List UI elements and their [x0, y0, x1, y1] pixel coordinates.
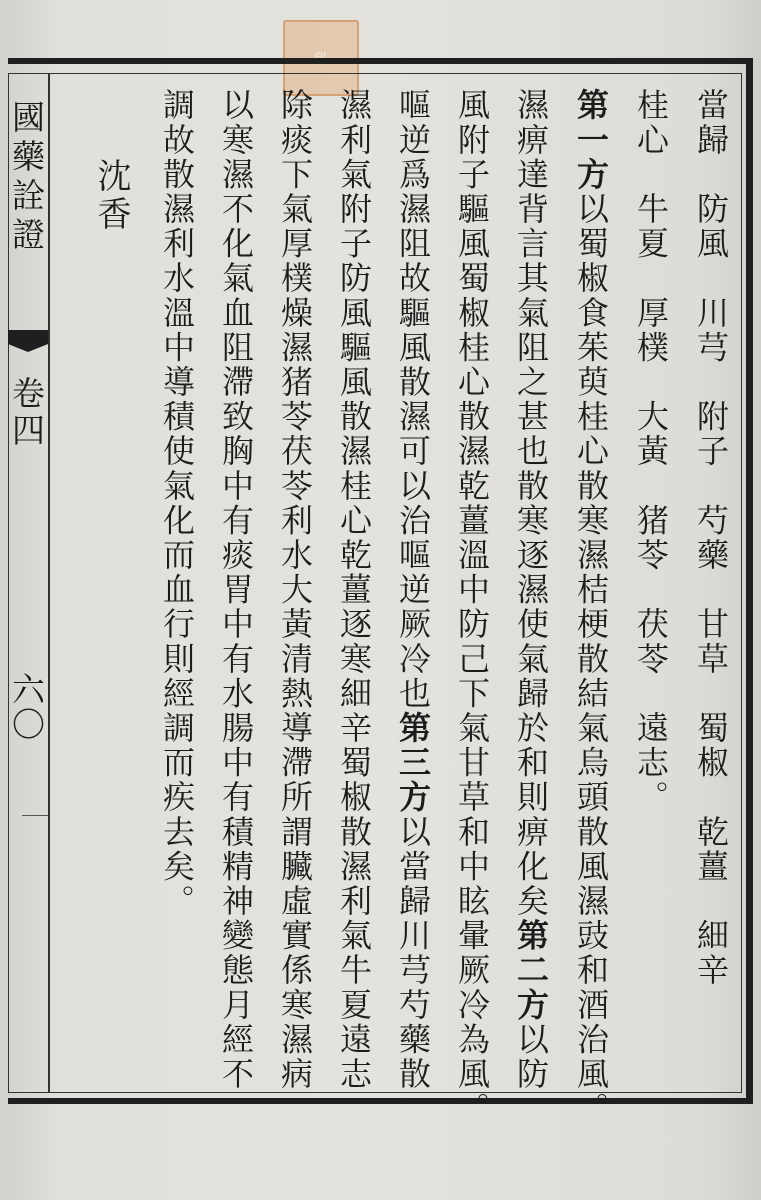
volume-label: 卷四 [7, 376, 46, 450]
text-segment: 以防 [512, 1022, 550, 1092]
text-column [272, 88, 318, 1091]
text-segment: 沈香 [91, 158, 131, 234]
text-segment: 調故散濕利水溫中導積使氣化而血行則經調而疾去矣。 [158, 88, 196, 919]
text-segment: 以寒濕不化氣血阻滯致胸中有痰胃中有水腸中有積精神變態月經不 [217, 88, 255, 1092]
text-column [449, 88, 495, 1126]
text-segment: 以蜀椒食茱萸桂心散寒濕桔梗散結氣烏頭散風濕豉和酒治風。 [572, 191, 610, 1127]
text-column [390, 88, 436, 1091]
formula-heading: 第三方 [394, 710, 432, 815]
text-segment: 嘔逆爲濕阻故驅風散濕可以治嘔逆厥冷也 [394, 88, 432, 711]
text-column [88, 158, 134, 234]
text-segment: 以當歸川芎芍藥散 [394, 814, 432, 1092]
text-column [568, 88, 614, 1126]
formula-heading: 第一方 [572, 88, 610, 192]
text-column [688, 88, 734, 988]
gutter-rule [22, 815, 48, 816]
text-column [628, 88, 674, 815]
text-column [154, 88, 200, 918]
formula-heading: 第二方 [512, 918, 550, 1023]
library-seal: 印 [283, 20, 359, 96]
page-number: 六〇 [7, 672, 46, 742]
text-segment: 當歸 防風 川芎 附子 芍藥 甘草 蜀椒 乾薑 細辛 [692, 88, 730, 988]
gutter-divider [48, 74, 50, 1092]
text-segment: 除痰下氣厚樸燥濕猪苓茯苓利水大黃清熱導滯所謂臟虛實係寒濕病 [276, 88, 314, 1092]
text-segment: 桂心 牛夏 厚樸 大黃 猪苓 茯苓 遠志。 [632, 88, 670, 815]
text-segment: 風附子驅風蜀椒桂心散濕乾薑溫中防己下氣甘草和中眩暈厥冷為風。 [453, 88, 491, 1126]
text-column [331, 88, 377, 1091]
main-text [60, 88, 730, 1127]
book-title: 國藥詮證 [7, 100, 46, 256]
text-segment: 濕痹達背言其氣阻之甚也散寒逐濕使氣歸於和則痹化矣 [512, 88, 550, 919]
fish-tail-mark [8, 322, 48, 366]
text-column [508, 88, 554, 1091]
text-column [213, 88, 259, 1091]
text-segment: 濕利氣附子防風驅風散濕桂心乾薑逐寒細辛蜀椒散濕利氣牛夏遠志 [335, 88, 373, 1092]
